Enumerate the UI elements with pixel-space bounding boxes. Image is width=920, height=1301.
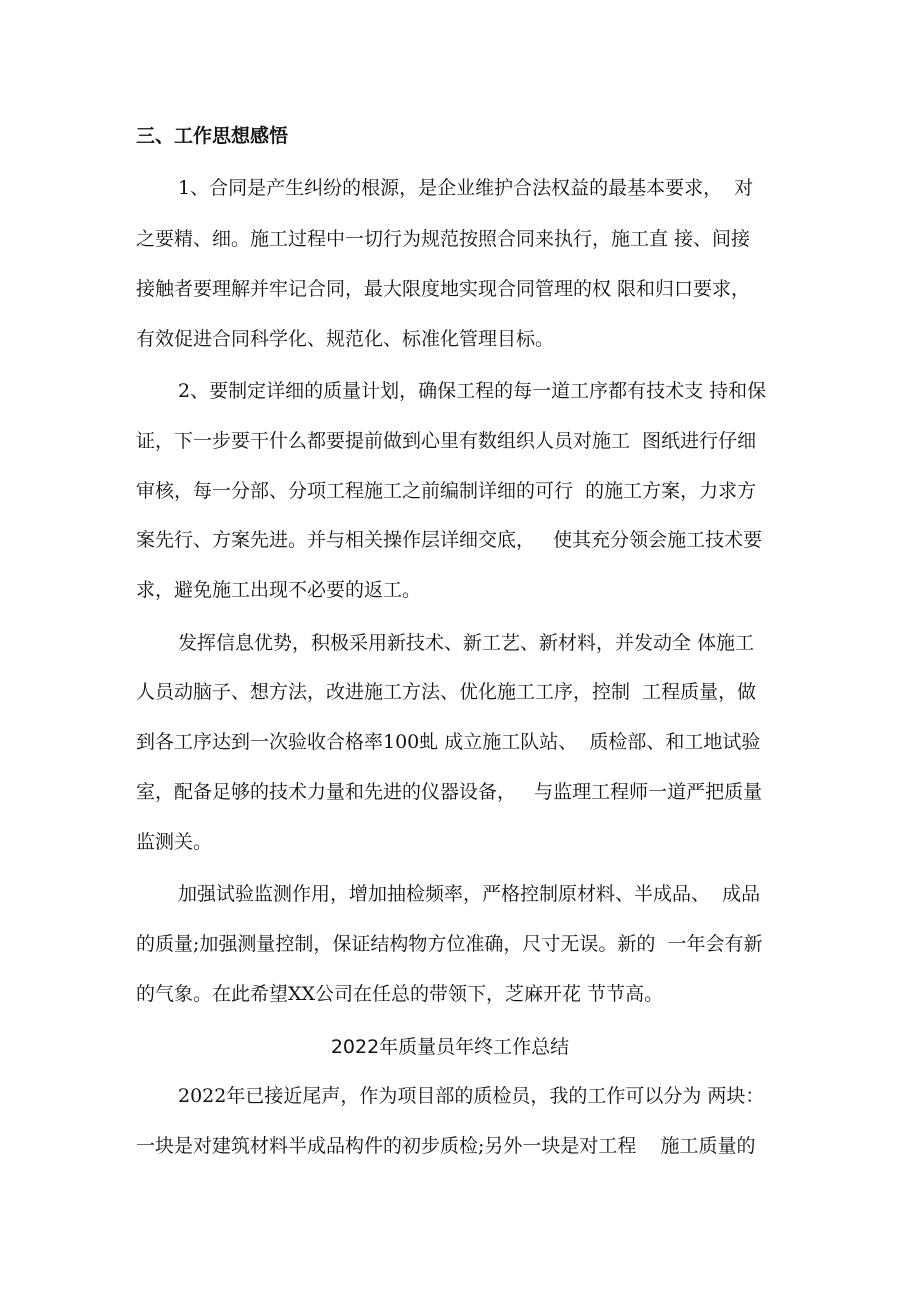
section-heading: 三、工作思想感悟 [136,125,289,147]
paragraph-line: 审核，每一分部、分项工程施工之前编制详细的可行 的施工方案，力求方 [136,480,757,502]
paragraph-line: 案先行、方案先进。并与相关操作层详细交底， 使其充分领会施工技术要 [136,529,763,551]
paragraph-line: 到各工序达到一次验收合格率100虬 成立施工队站、 质检部、和工地试验 [136,731,761,753]
paragraph-line: 监测关。 [136,831,213,853]
paragraph-line: 2、要制定详细的质量计划，确保工程的每一道工序都有技术支 持和保 [178,380,767,402]
paragraph-line: 证，下一步要干什么都要提前做到心里有数组织人员对施工 图纸进行仔细 [136,430,757,452]
paragraph-line: 求，避免施工出现不必要的返工。 [136,579,422,601]
paragraph-line: 室，配备足够的技术力量和先进的仪器设备， 与监理工程师一道严把质量 [136,781,763,803]
paragraph-line: 的质量;加强测量控制，保证结构物方位准确，尺寸无误。新的 一年会有新 [136,933,763,955]
paragraph-line: 之要精、细。施工过程中一切行为规范按照合同来执行，施工直 接、间接 [136,228,751,250]
paragraph-line: 发挥信息优势，积极采用新技术、新工艺、新材料，并发动全 体施工 [178,632,755,654]
paragraph-line: 一块是对建筑材料半成品构件的初步质检;另外一块是对工程 施工质量的 [136,1135,756,1157]
paragraph-line: 加强试验监测作用，增加抽检频率，严格控制原材料、半成品、 成品 [178,883,761,905]
paragraph-line: 2022年已接近尾声，作为项目部的质检员，我的工作可以分为 两块： [178,1085,765,1107]
paragraph-line: 的气象。在此希望XX公司在任总的带领下，芝麻开花 节节高。 [136,983,664,1005]
paragraph-line: 人员动脑子、想方法，改进施工方法、优化施工工序，控制 工程质量，做 [136,681,757,703]
paragraph-line: 接触者要理解并牢记合同，最大限度地实现合同管理的权 限和归口要求， [136,278,751,300]
paragraph-line: 1、合同是产生纠纷的根源，是企业维护合法权益的最基本要求， 对 [178,177,754,199]
paragraph-line: 有效促进合同科学化、规范化、标准化管理目标。 [136,328,555,350]
document-title: 2022年质量员年终工作总结 [330,1036,570,1058]
